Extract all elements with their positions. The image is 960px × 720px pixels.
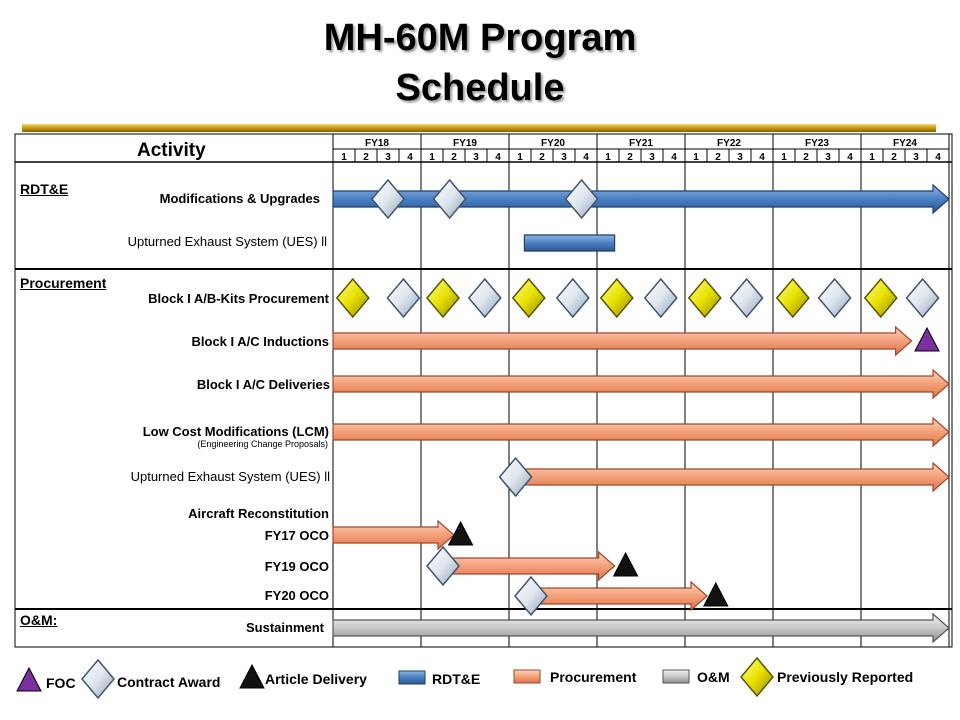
quarter-label: 1 <box>869 152 875 163</box>
legend-contract-award-label: Contract Award <box>117 674 221 690</box>
quarter-label: 1 <box>341 152 347 163</box>
previously-reported-milestone <box>427 279 459 317</box>
quarter-label: 3 <box>473 152 479 163</box>
contract-award-milestone <box>427 547 459 585</box>
quarter-label: 2 <box>451 152 457 163</box>
quarter-label: 2 <box>715 152 721 163</box>
contract-award-milestone <box>566 180 598 218</box>
quarter-label: 2 <box>627 152 633 163</box>
procurement-bar <box>516 463 949 491</box>
fy-label: FY22 <box>717 138 741 149</box>
row-label-fy19-oco: FY19 OCO <box>264 559 329 574</box>
procurement-bar <box>443 552 615 580</box>
fy-label: FY21 <box>629 138 653 149</box>
quarter-label: 3 <box>737 152 743 163</box>
contract-award-milestone <box>645 279 677 317</box>
activity-header: Activity <box>137 140 206 161</box>
fy-label: FY18 <box>365 138 389 149</box>
quarter-label: 3 <box>913 152 919 163</box>
contract-award-milestone <box>372 180 404 218</box>
legend-rdte-swatch <box>399 671 425 684</box>
article-delivery-milestone <box>704 583 728 606</box>
previously-reported-milestone <box>601 279 633 317</box>
row-label-fy17-oco: FY17 OCO <box>264 528 329 543</box>
procurement-bar <box>333 370 949 398</box>
quarter-label: 4 <box>935 152 941 163</box>
row-label-ues-procurement: Upturned Exhaust System (UES) ll <box>130 469 330 484</box>
fy-label: FY24 <box>893 138 917 149</box>
quarter-label: 4 <box>759 152 765 163</box>
contract-award-milestone <box>731 279 763 317</box>
procurement-bar <box>333 327 912 355</box>
rdte-bar <box>524 235 614 251</box>
previously-reported-milestone <box>777 279 809 317</box>
quarter-label: 4 <box>671 152 677 163</box>
fy-label: FY20 <box>541 138 565 149</box>
previously-reported-milestone <box>689 279 721 317</box>
quarter-label: 1 <box>781 152 787 163</box>
article-delivery-milestone <box>614 553 638 576</box>
contract-award-milestone <box>434 180 466 218</box>
title-underline <box>22 124 936 132</box>
row-sublabel-lcm: (Engineering Change Proposals) <box>197 439 328 449</box>
page-title: MH-60M Program <box>323 17 637 59</box>
row-label-inductions: Block I A/C Inductions <box>191 334 329 349</box>
om-bar <box>333 614 949 642</box>
contract-award-milestone <box>469 279 501 317</box>
quarter-label: 2 <box>363 152 369 163</box>
row-label-ues-rdte: Upturned Exhaust System (UES) ll <box>127 234 327 249</box>
procurement-bar <box>333 521 454 549</box>
procurement-bar <box>333 418 949 446</box>
contract-award-milestone <box>557 279 589 317</box>
row-label-sustainment: Sustainment <box>245 620 324 635</box>
legend-previously-reported-symbol <box>741 658 773 696</box>
legend-previously-reported-label: Previously Reported <box>777 669 914 685</box>
row-label-kits-procurement: Block I A/B-Kits Procurement <box>148 291 329 306</box>
quarter-label: 1 <box>429 152 435 163</box>
quarter-label: 4 <box>407 152 413 163</box>
legend-foc-symbol <box>17 668 41 691</box>
legend-foc-label: FOC <box>46 675 76 691</box>
page-subtitle: Schedule <box>395 67 565 109</box>
legend-om-label: O&M <box>697 669 730 685</box>
legend-rdte-label: RDT&E <box>432 671 481 687</box>
rdte-bar <box>333 185 949 213</box>
fy-label: FY23 <box>805 138 829 149</box>
quarter-label: 2 <box>891 152 897 163</box>
contract-award-milestone <box>907 279 939 317</box>
quarter-label: 4 <box>495 152 501 163</box>
quarter-label: 1 <box>517 152 523 163</box>
section-om: O&M: <box>20 612 58 628</box>
section-rdte: RDT&E <box>20 181 69 197</box>
quarter-label: 4 <box>847 152 853 163</box>
fy-label: FY19 <box>453 138 477 149</box>
previously-reported-milestone <box>865 279 897 317</box>
quarter-label: 2 <box>803 152 809 163</box>
row-label-lcm: Low Cost Modifications (LCM) <box>142 424 329 439</box>
legend-contract-award-symbol <box>82 660 114 698</box>
legend-procurement-swatch <box>514 670 540 683</box>
contract-award-milestone <box>500 458 532 496</box>
previously-reported-milestone <box>337 279 369 317</box>
foc-milestone <box>915 328 939 351</box>
previously-reported-milestone <box>513 279 545 317</box>
procurement-bar <box>531 582 707 610</box>
legend-article-delivery-label: Article Delivery <box>265 671 367 687</box>
quarter-label: 3 <box>385 152 391 163</box>
quarter-label: 4 <box>583 152 589 163</box>
quarter-label: 1 <box>693 152 699 163</box>
contract-award-milestone <box>387 279 419 317</box>
quarter-label: 2 <box>539 152 545 163</box>
legend-om-swatch <box>663 670 689 683</box>
row-label-fy20-oco: FY20 OCO <box>264 588 329 603</box>
row-label-deliveries: Block I A/C Deliveries <box>196 377 330 392</box>
quarter-label: 3 <box>825 152 831 163</box>
legend-procurement-label: Procurement <box>550 669 637 685</box>
row-label-reconstitution: Aircraft Reconstitution <box>188 506 329 521</box>
legend-article-delivery-symbol <box>240 665 264 688</box>
quarter-label: 1 <box>605 152 611 163</box>
row-label-modifications: Modifications & Upgrades <box>159 191 320 206</box>
contract-award-milestone <box>819 279 851 317</box>
quarter-label: 3 <box>561 152 567 163</box>
quarter-label: 3 <box>649 152 655 163</box>
section-procurement: Procurement <box>20 275 107 291</box>
